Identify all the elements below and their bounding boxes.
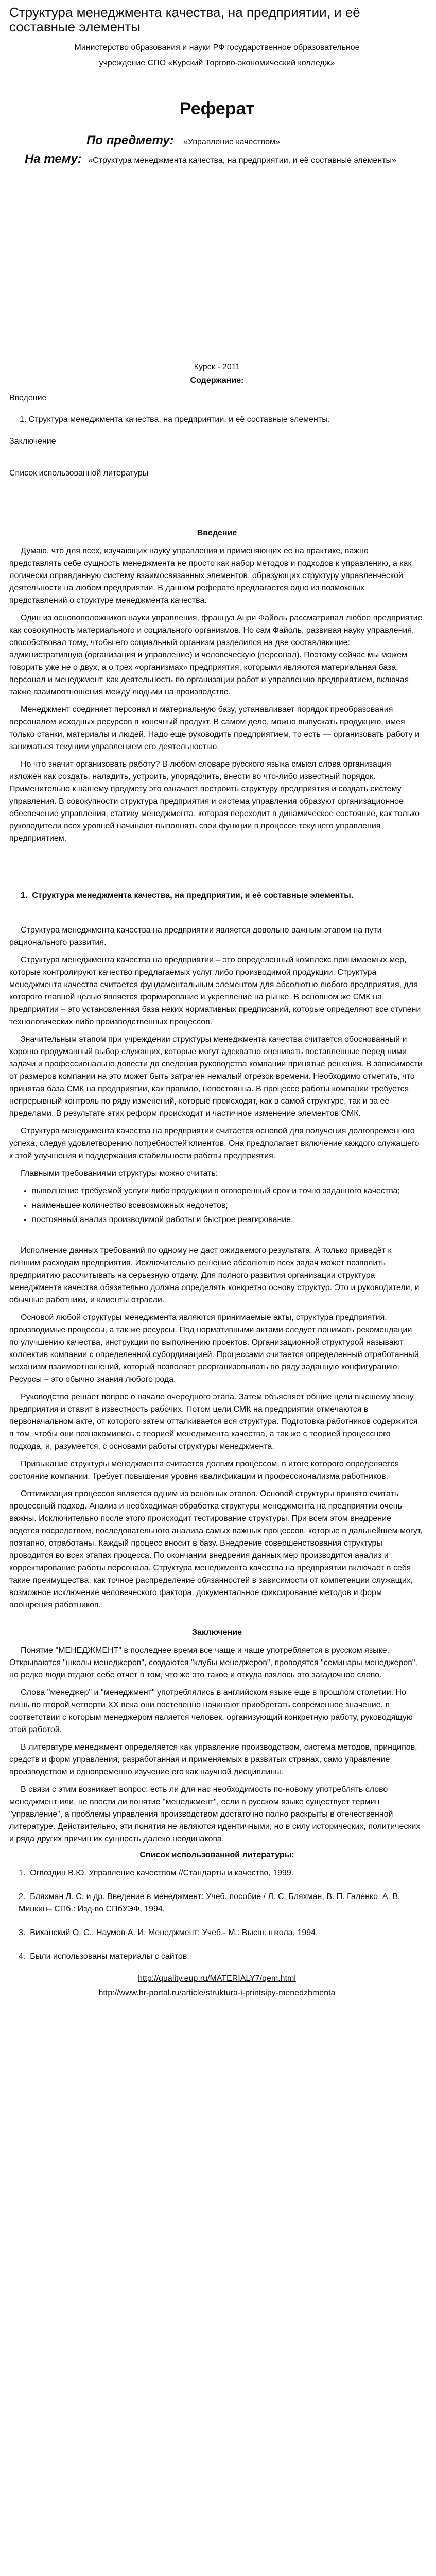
conclusion-heading: Заключение [192, 1628, 242, 1637]
city-year: Курск - 2011 [194, 363, 240, 371]
toc-literature: Список использованной литературы [9, 469, 149, 478]
intro-paragraph: Думаю, что для всех, изучающих науку управления и применяющих ее на практике, важно представлять себе сущность менеджмента не просто как набор методов и подходов к управлению, а как логически оправданную систему взаимосвязанных элементов, образующих структуру управленческой деятельности на любом предприятии. В данном реферате предлагается одно из возможных представлений о структуре менеджмента качества. [9, 547, 412, 605]
reference-item: 1. Огвоздин В.Ю. Управление качеством //Стандарты и качество, 1999. [19, 1869, 294, 1877]
section-paragraph: Значительным этапом при учреждении структуры менеджмента качества считается обоснованный и хорошо продуманный выбор служащих, которые могут адекватно оценивать поставленные перед ними задачи и профессионально довести до сведения руководства компании принятые решения. В зависимости от размеров компании на это может быть затрачен немалый отрезок времени. Необходимо отметить, что принятая база СМК на предприятии, как правило, непостоянна. В процессе работы компании требуется непрерывный контроль по ряду изменений, которые происходят, как в самой структуре, так и за ее пределами. В результате этих реформ происходит и частичное изменение элементов СМК. [9, 1035, 423, 1118]
intro-paragraph: Но что значит организовать работу? В любом словаре русского языка смысл слова организация изложен как создать, наладить, устроить, упорядочить, внести во что-либо известный порядок. Применительно к нашему предмету это означает построить структуру предприятия и создать систему управления. В совокупности структура предприятия и система управления образуют организационное обеспечение управления, статику менеджмента, которая переходит в динамическое состояние, как только руководители всех уровней начинают выполнять свои функции в процессе текущего управления предприятием. [9, 760, 420, 843]
list-item: • наименьшее количество всевозможных недочетов; [32, 1199, 425, 1212]
toc-item-1: 1. Структура менеджмента качества, на предприятии, и её составные элементы. [20, 415, 330, 424]
section-paragraph: Главными требованиями структуры можно считать: [21, 1169, 218, 1178]
conclusion-paragraph: В литературе менеджмент определяется как управление производством, система методов, принципов, средств и форм управления, разработанная и применяемых в развитых странах, само управление производством и одновременно изучение его как научной дисциплины. [9, 1743, 417, 1776]
subject-line [86, 133, 425, 148]
reference-text: Огвоздин В.Ю. Управление качеством //Стандарты и качество, 1999. [30, 1869, 294, 1877]
section-paragraph: Структура менеджмента качества на предприятии – это определенный комплекс принимаемых мер, которые контролируют качество предлагаемых услуг либо производимой продукции. Структура менеджмента качества считается фундаментальным элементом для абсолютно любого предприятия, для которого главной целью является формирование и укрепление на рынке. В основном же СМК на предприятии – это установленная база неких нормативных предписаний, которые определяют все ступени технологических либо производственных процессов. [9, 956, 421, 1026]
reference-text: Бляхман Л. С. и др. Введение в менеджмент: Учеб. пособие / Л. С. Бляхман, В. П. Галенко, А. В. Минкин– СПб.: Изд-во СПбУЭФ, 1994. [19, 1892, 400, 1913]
list-item: • выполнение требуемой услуги либо продукции в оговоренный срок и точно заданного качества; [32, 1185, 425, 1197]
ministry-line-1: Министерство образования и науки РФ государственное образовательное [74, 43, 360, 52]
toc-conclusion: Заключение [9, 437, 56, 446]
source-link[interactable]: http://quality.eup.ru/MATERIALY7/qem.html [138, 1974, 296, 1983]
list-item: • постоянный анализ производимой работы и быстрое реагирование. [32, 1214, 425, 1226]
reference-item: 2. Бляхман Л. С. и др. Введение в менеджмент: Учеб. пособие / Л. С. Бляхман, В. П. Галенко, А. В. Минкин– СПб.: Изд-во СПбУЭФ, 1994. [19, 1892, 400, 1913]
source-link[interactable]: http://www.hr-portal.ru/article/struktura-i-printsipy-menedzhmenta [98, 1989, 336, 1997]
reference-item: 4. Были использованы материалы с сайтов: [19, 1952, 189, 1961]
requirements-list [32, 1185, 425, 1226]
toc-item-1-text: Структура менеджмента качества, на предприятии, и её составные элементы. [28, 415, 330, 424]
ministry-line-2: учреждение СПО «Курский Торгово-экономический колледж» [99, 59, 335, 67]
intro-paragraph: Один из основоположников науки управления, француз Анри Файоль рассматривал любое предприятие как совокупность материального и социального организмов. Но сам Файоль, развивая науку управления, способствовал тому, чтобы его социальный организм разделился на две составляющие: административную (организация и управление) и человеческую (персонал). Поэтому сейчас мы можем говорить уже не о двух, а о трех «организмах» предприятия, которыми являются материальная база, персонал и менеджмент, как деятельность по организации работ и управлению предприятием, включая также взаимоотношения между людьми на производстве. [9, 614, 423, 697]
topic-label: На тему: [25, 152, 82, 166]
intro-heading: Введение [197, 529, 237, 537]
referat-heading: Реферат [179, 99, 255, 118]
literature-heading: Список использованной литературы: [139, 1851, 294, 1859]
conclusion-paragraph: Слова "менеджер" и "менеджмент" употреблялись в английском языке еще в прошлом столетии. Но лишь во второй четверти XX века они постепенно начинают приобретать современное значение, в соответствии с которым менеджером является человек, организующий конкретную работу, руководящую этой работой. [9, 1688, 413, 1734]
section-1-heading: 1. Структура менеджмента качества, на предприятии, и её составные элементы. [21, 891, 354, 900]
section-paragraph: Структура менеджмента качества на предприятии считается основой для получения долговременного успеха, следуя удовлетворению потребностей клиентов. Она предполагает включение каждого служащего к этой улучшения и поддержания стабильности работы предприятия. [9, 1127, 420, 1160]
subject-value: «Управление качеством» [183, 138, 280, 146]
section-paragraph: Руководство решает вопрос о начале очередного этапа. Затем объясняет общие цели высшему звену предприятия и ставит в известность рабочих. Потом цели СМК на предприятии отмечаются в первоначальном акте, от которого затем отталкивается вся структура. Подготовка работников содержится в том, чтобы они познакомились с теорией менеджмента качества, а так же с теорией процессного подхода, и, разумеется, с основами работы структуры менеджмента. [9, 1393, 418, 1451]
reference-text: Виханский О. С., Наумов А. И. Менеджмент: Учеб.- М.: Высш. школа, 1994. [30, 1928, 318, 1937]
section-1-heading-text: Структура менеджмента качества, на предприятии, и её составные элементы. [32, 891, 354, 900]
topic-value: «Структура менеджмента качества, на предприятии, и её составные элементы» [88, 156, 396, 165]
section-paragraph: Привыкание структуры менеджмента считается долгим процессом, в итоге которого определяется состояние компании. Требует повышения уровня квалификации и профессионализма работников. [9, 1460, 399, 1481]
toc-intro: Введение [9, 394, 47, 402]
topic-line [25, 153, 425, 167]
intro-paragraph: Менеджмент соединяет персонал и материальную базу, устанавливает порядок преобразования персоналом исходных ресурсов в конечный продукт. В самом деле, можно выпускать продукцию, имея только станки, материалы и людей. Надо еще руководить предприятием, то есть — организовать работу и заниматься текущим управлением его деятельностью. [9, 705, 420, 751]
section-paragraph: Структура менеджмента качества на предприятии является довольно важным этапом на пути рационального развития. [9, 926, 382, 947]
reference-item: 3. Виханский О. С., Наумов А. И. Менеджмент: Учеб.- М.: Высш. школа, 1994. [19, 1928, 318, 1937]
section-paragraph: Исполнение данных требований по одному не даст ожидаемого результата. А только приведёт к лишним расходам предприятия. Исключительно решение абсолютно всех задач может позволить предприятию рассчитывать на серьезную отдачу. Для полного развития организации структура менеджмента качества обязательно должна определять конкретно основу структур. Это и руководители, и обычные работники, и клиенты отрасли. [9, 1246, 420, 1304]
subject-label: По предмету: [86, 133, 174, 147]
section-paragraph: Основой любой структуры менеджмента являются принимаемые акты, структура предприятия, производимые процессы, а так же ресурсы. Под нормативными актами следует понимать рекомендации по улучшению качества, инструкции по выполнению проектов. Организационной структурой называют коллектив компании с определенной субординацией. Процессами считается определенный отработанный механизм взаимоотношений, который позволяет реорганизовывать по ряду заданную конфигурацию. Ресурсы – это обычно знания любого рода. [9, 1313, 419, 1384]
contents-heading: Содержание: [190, 376, 244, 385]
conclusion-paragraph: Понятие "МЕНЕДЖМЕНТ" в последнее время все чаще и чаще употребляется в русском языке. Открываются "школы менеджеров", создаются "клубы менеджеров", проводятся "семинары менеджеров", но редко люди отдают себе отчет в том, что же это такое и откуда взялось это загадочное слово. [9, 1646, 417, 1680]
section-paragraph: Оптимизация процессов является одним из основных этапов. Основой структуры принято считать процессный подход. Анализ и необходимая обработка структуры менеджмента на предприятии очень важны. Исключительно после этого происходит тестирование структуры. При всем этом внедрение ведется посредством, последовательного анализа самых важных процессов, которые в дальнейшем могут, поэтапно, отработаны. Каждый процесс вносит в базу. Внедрение совершенствования структуры проводится во всех этапах процесса. По окончании внедрения данных мер производится анализ и корректирование работы персонала. Структура менеджмента качества на предприятии включает в себя такие преимущества, как точное распределение обязанностей в зависимости от компетенции служащих, возможное исключение человеческого фактора, документальное фиксирование методов и форм поощрения работников. [9, 1489, 423, 1609]
conclusion-paragraph: В связи с этим возникает вопрос: есть ли для нас необходимость по-новому употреблять слово менеджмент или, не ввести ли понятие "менеджмент", если в русском языке существует термин "управление", а проблемы управления производством достаточно полно раскрыты в отечественной литературе. Действительно, эти понятия не являются идентичными, но в силу исторических, политических и ряда других причин их сущность далеко неодинакова. [9, 1785, 421, 1843]
document-title: Структура менеджмента качества, на предприятии, и её составные элементы [9, 5, 360, 35]
reference-text: Были использованы материалы с сайтов: [30, 1952, 189, 1961]
